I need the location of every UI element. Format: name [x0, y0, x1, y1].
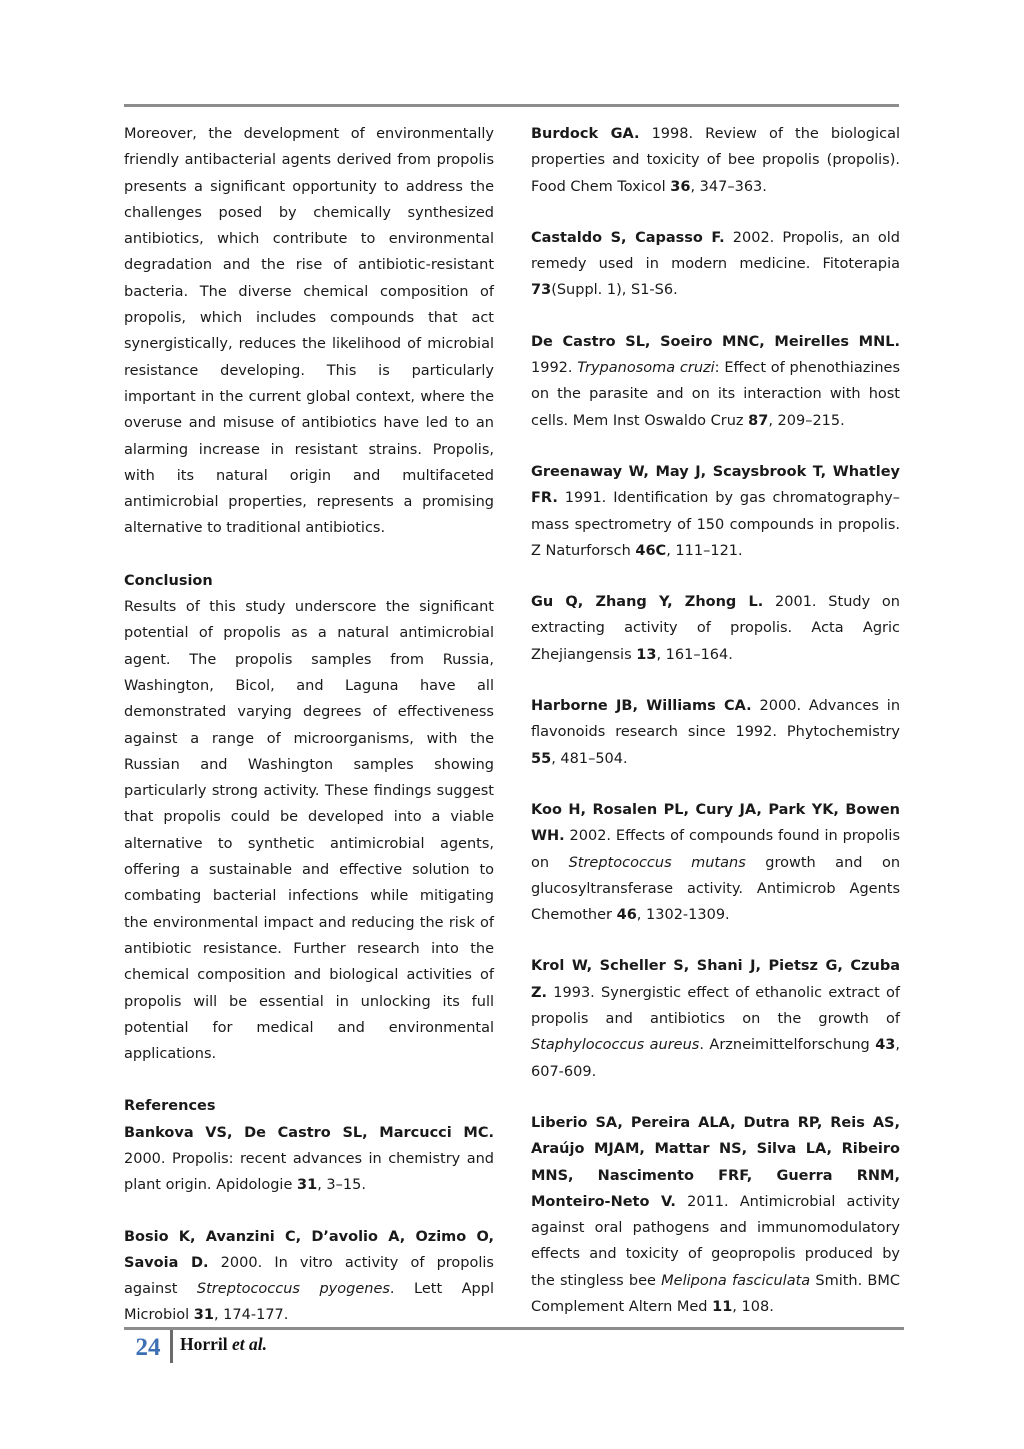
reference-krol: Krol W, Scheller S, Shani J, Pietsz G, Czuba Z. 1993. Synergistic effect of ethanolic extract of propolis and antibiotics on the growth of Staphylococcus aureus. Arzneimittelforschung 43, 607-609. [531, 958, 900, 1080]
intro-paragraph: Moreover, the development of environmentally friendly antibacterial agents derived from propolis presents a significant opportunity to address the challenges posed by chemically synthesized antibiotics, which contribute to environmental degradation and the rise of antibiotic-resistant bacteria. The diverse chemical composition of propolis, which includes compounds that act synergistically, reduces the likelihood of microbial resistance developing. This is particularly important in the current global context, where the overuse and misuse of antibiotics have led to an alarming increase in resistant strains. Propolis, with its natural origin and multifaceted antimicrobial properties, represents a promising alternative to traditional antibiotics. [124, 126, 494, 537]
left-column [124, 121, 494, 1329]
reference-greenaway: Greenaway W, May J, Scaysbrook T, Whatley FR. 1991. Identification by gas chromatography–mass spectrometry of 150 compounds in propolis. Z Naturforsch 46C, 111–121. [531, 463, 900, 559]
page-number: 24 [135, 1334, 161, 1361]
reference-harborne: Harborne JB, Williams CA. 2000. Advances in flavonoids research since 1992. Phytochemistry 55, 481–504. [531, 698, 901, 767]
running-head [180, 1333, 267, 1355]
conclusion-heading: Conclusion [124, 572, 213, 589]
reference-bosio: Bosio K, Avanzini C, D’avolio A, Ozimo O, Savoia D. 2000. In vitro activity of propolis against Streptococcus pyogenes. Lett Appl Microbiol 31, 174-177. [124, 1228, 494, 1324]
right-column [531, 121, 900, 1320]
header-rule [124, 104, 899, 107]
reference-gu: Gu Q, Zhang Y, Zhong L. 2001. Study on extracting activity of propolis. Acta Agric Zhejiangensis 13, 161–164. [531, 594, 900, 663]
running-head-author: Horril [180, 1334, 228, 1354]
footer-rule [124, 1327, 904, 1330]
reference-bankova: Bankova VS, De Castro SL, Marcucci MC. 2000. Propolis: recent advances in chemistry and plant origin. Apidologie 31, 3–15. [124, 1124, 494, 1194]
footer-separator [170, 1330, 173, 1363]
references-heading: References [124, 1098, 216, 1115]
reference-de-castro: De Castro SL, Soeiro MNC, Meirelles MNL. 1992. Trypanosoma cruzi: Effect of phenothiazines on the parasite and on its interaction with host cells. Mem Inst Oswaldo Cruz 87, 209–215. [531, 333, 901, 429]
running-head-et-al: et al. [232, 1334, 267, 1354]
reference-liberio: Liberio SA, Pereira ALA, Dutra RP, Reis AS, Araújo MJAM, Mattar NS, Silva LA, Ribeiro MNS, Nascimento FRF, Guerra RNM, Monteiro-Neto V. 2011. Antimicrobial activity against oral pathogens and immunomodulatory effects and toxicity of geopropolis produced by the stingless bee Melipona fasciculata Smith. BMC Complement Altern Med 11, 108. [531, 1114, 900, 1315]
reference-burdock: Burdock GA. 1998. Review of the biological properties and toxicity of bee propolis (propolis). Food Chem Toxicol 36, 347–363. [531, 126, 900, 195]
conclusion-paragraph: Results of this study underscore the significant potential of propolis as a natural antimicrobial agent. The propolis samples from Russia, Washington, Bicol, and Laguna have all demonstrated varying degrees of effectiveness against a range of microorganisms, with the Russian and Washington samples showing particularly strong activity. These findings suggest that propolis could be developed into a viable alternative to synthetic antimicrobial agents, offering a sustainable and effective solution to combating bacterial infections while mitigating the environmental impact and reducing the risk of antibiotic resistance. Further research into the chemical composition and biological activities of propolis will be essential in unlocking its full potential for medical and environmental applications. [124, 599, 494, 1063]
reference-castaldo: Castaldo S, Capasso F. 2002. Propolis, an old remedy used in modern medicine. Fitoterapia 73(Suppl. 1), S1-S6. [531, 229, 900, 299]
reference-koo: Koo H, Rosalen PL, Cury JA, Park YK, Bowen WH. 2002. Effects of compounds found in propolis on Streptococcus mutans growth and on glucosyltransferase activity. Antimicrob Agents Chemother 46, 1302-1309. [531, 801, 901, 924]
